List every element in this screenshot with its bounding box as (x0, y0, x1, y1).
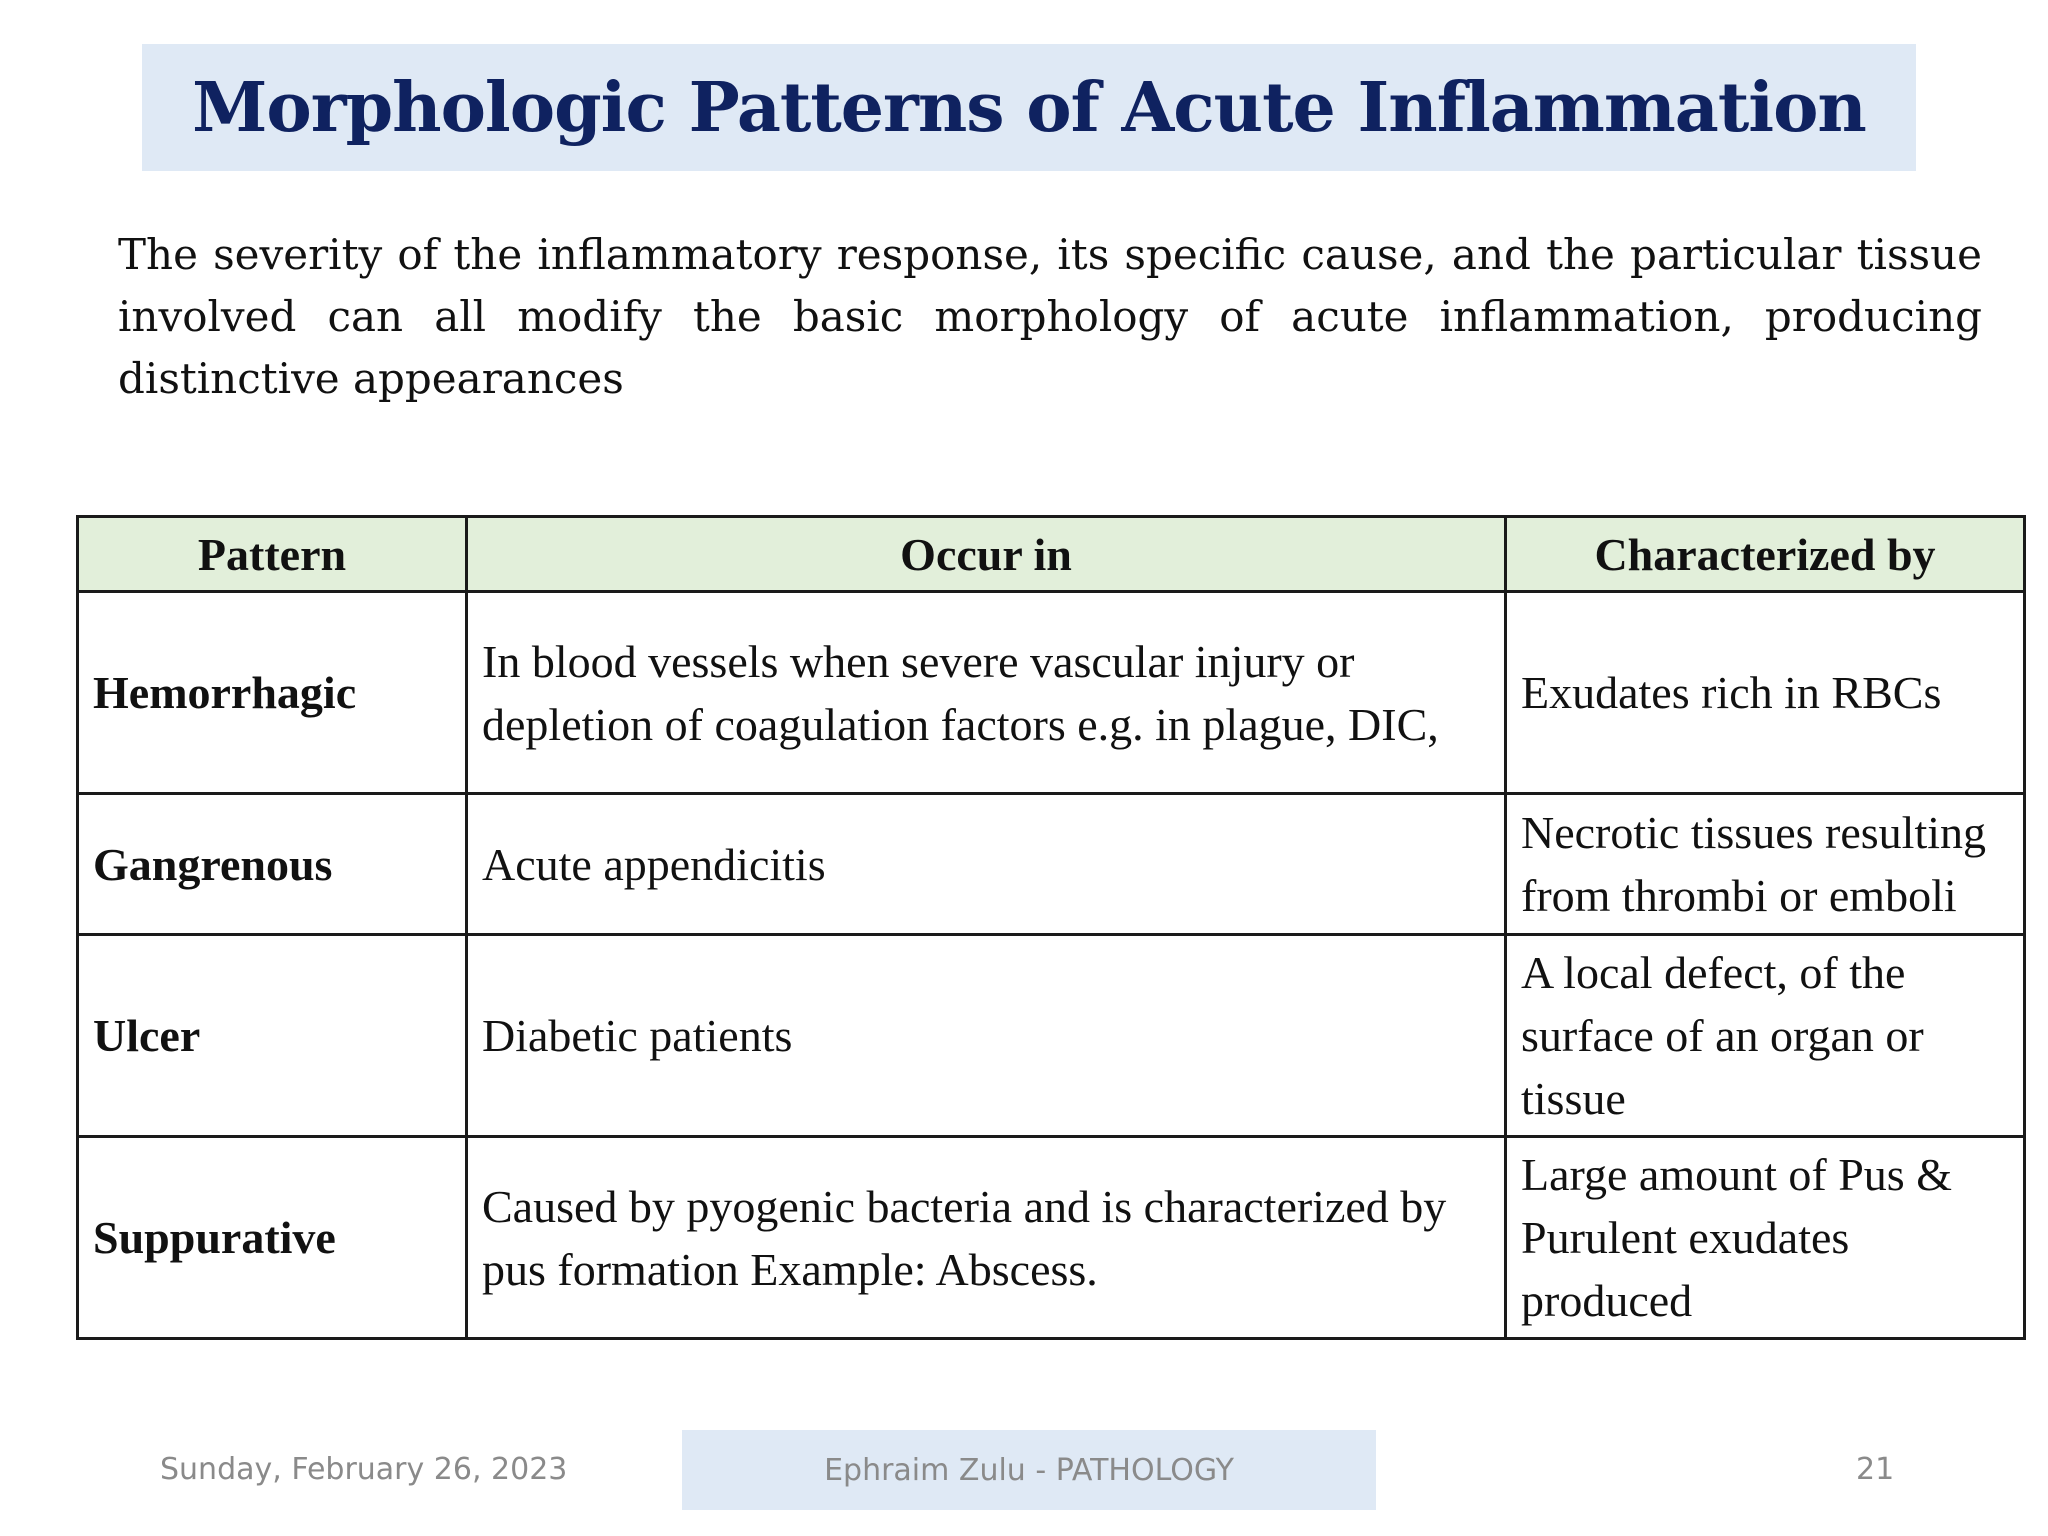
title-banner (142, 44, 1916, 171)
characterized-by-cell: Necrotic tissues resulting from thrombi or emboli (1506, 794, 2025, 935)
table-row (78, 935, 2025, 1137)
table-row (78, 1137, 2025, 1339)
pattern-cell: Suppurative (78, 1137, 467, 1339)
header-characterized-by: Characterized by (1506, 517, 2025, 592)
table-row (78, 794, 2025, 935)
slide-page-number: 21 (1856, 1452, 1895, 1487)
table-header-row (78, 517, 2025, 592)
characterized-by-cell: Large amount of Pus & Purulent exudates produced (1506, 1137, 2025, 1339)
table-row (78, 592, 2025, 794)
pattern-cell: Ulcer (78, 935, 467, 1137)
occur-in-cell: Caused by pyogenic bacteria and is characterized by pus formation Example: Abscess. (467, 1137, 1506, 1339)
header-pattern: Pattern (78, 517, 467, 592)
slide-title: Morphologic Patterns of Acute Inflammation (192, 67, 1866, 148)
intro-paragraph: The severity of the inflammatory response, its specific cause, and the particular tissue involved can all modify the basic morphology of acute inflammation, producing distinctive appearances (118, 230, 1982, 403)
footer-date: Sunday, February 26, 2023 (160, 1452, 568, 1487)
occur-in-cell: In blood vessels when severe vascular injury or depletion of coagulation factors e.g. in plague, DIC, (467, 592, 1506, 794)
pattern-cell: Gangrenous (78, 794, 467, 935)
patterns-table (76, 515, 2026, 1340)
occur-in-cell: Diabetic patients (467, 935, 1506, 1137)
footer-author: Ephraim Zulu - PATHOLOGY (824, 1452, 1234, 1488)
footer-author-band (682, 1430, 1376, 1510)
characterized-by-cell: A local defect, of the surface of an organ or tissue (1506, 935, 2025, 1137)
header-occur-in: Occur in (467, 517, 1506, 592)
characterized-by-cell: Exudates rich in RBCs (1506, 592, 2025, 794)
pattern-cell: Hemorrhagic (78, 592, 467, 794)
occur-in-cell: Acute appendicitis (467, 794, 1506, 935)
